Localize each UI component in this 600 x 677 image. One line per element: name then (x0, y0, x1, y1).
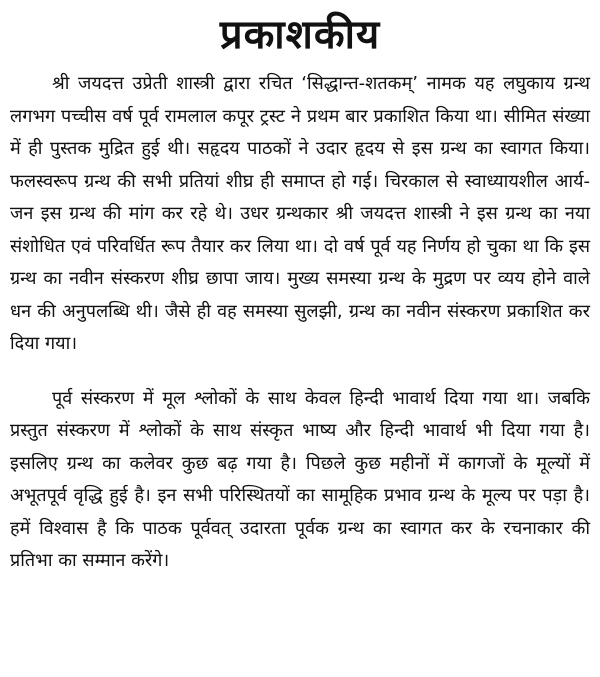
paragraph-2: पूर्व संस्करण में मूल श्लोकों के साथ केवल हिन्दी भावार्थ दिया गया था। जबकि प्रस्तुत संस्करण में श्लोकों के साथ संस्कृत भाष्य और हिन्दी भावार्थ भी दिया गया है। इसलिए ग्रन्थ का कलेवर कुछ बढ़ गया है। पिछले कुछ महीनों में कागजों के मूल्यों में अभूतपूर्व वृद्धि हुई है। इन सभी परिस्थितयों का सामूहिक प्रभाव ग्रन्थ के मूल्य पर पड़ा है। हमें विश्वास है कि पाठक पूर्ववत् उदारता पूर्वक ग्रन्थ का स्वागत कर के रचनाकार की प्रतिभा का सम्मान करेंगे। (10, 387, 590, 571)
paragraph-1: श्री जयदत्त उप्रेती शास्त्री द्वारा रचित ‘सिद्धान्त-शतकम्’ नामक यह लघुकाय ग्रन्थ लगभग पच्चीस वर्ष पूर्व रामलाल कपूर ट्रस्ट ने प्रथम बार प्रकाशित किया था। सीमित संख्या में ही पुस्तक मुद्रित हुई थी। सहृदय पाठकों ने उदार हृदय से इस ग्रन्थ का स्वागत किया। फलस्वरूप ग्रन्थ की सभी प्रतियां शीघ्र ही समाप्त हो गई। चिरकाल से स्वाध्यायशील आर्य-जन इस ग्रन्थ की मांग कर रहे थे। उधर ग्रन्थकार श्री जयदत्त शास्त्री ने इस ग्रन्थ का नया संशोधित एवं परिवर्धित रूप तैयार कर लिया था। दो वर्ष पूर्व यह निर्णय हो चुका था कि इस ग्रन्थ का नवीन संस्करण शीघ्र छापा जाय। मुख्य समस्या ग्रन्थ के मुद्रण पर व्यय होने वाले धन की अनुपलब्धि थी। जैसे ही वह समस्या सुलझी, ग्रन्थ का नवीन संस्करण प्रकाशित कर दिया गया। (10, 73, 590, 354)
page-title: प्रकाशकीय (219, 12, 381, 58)
